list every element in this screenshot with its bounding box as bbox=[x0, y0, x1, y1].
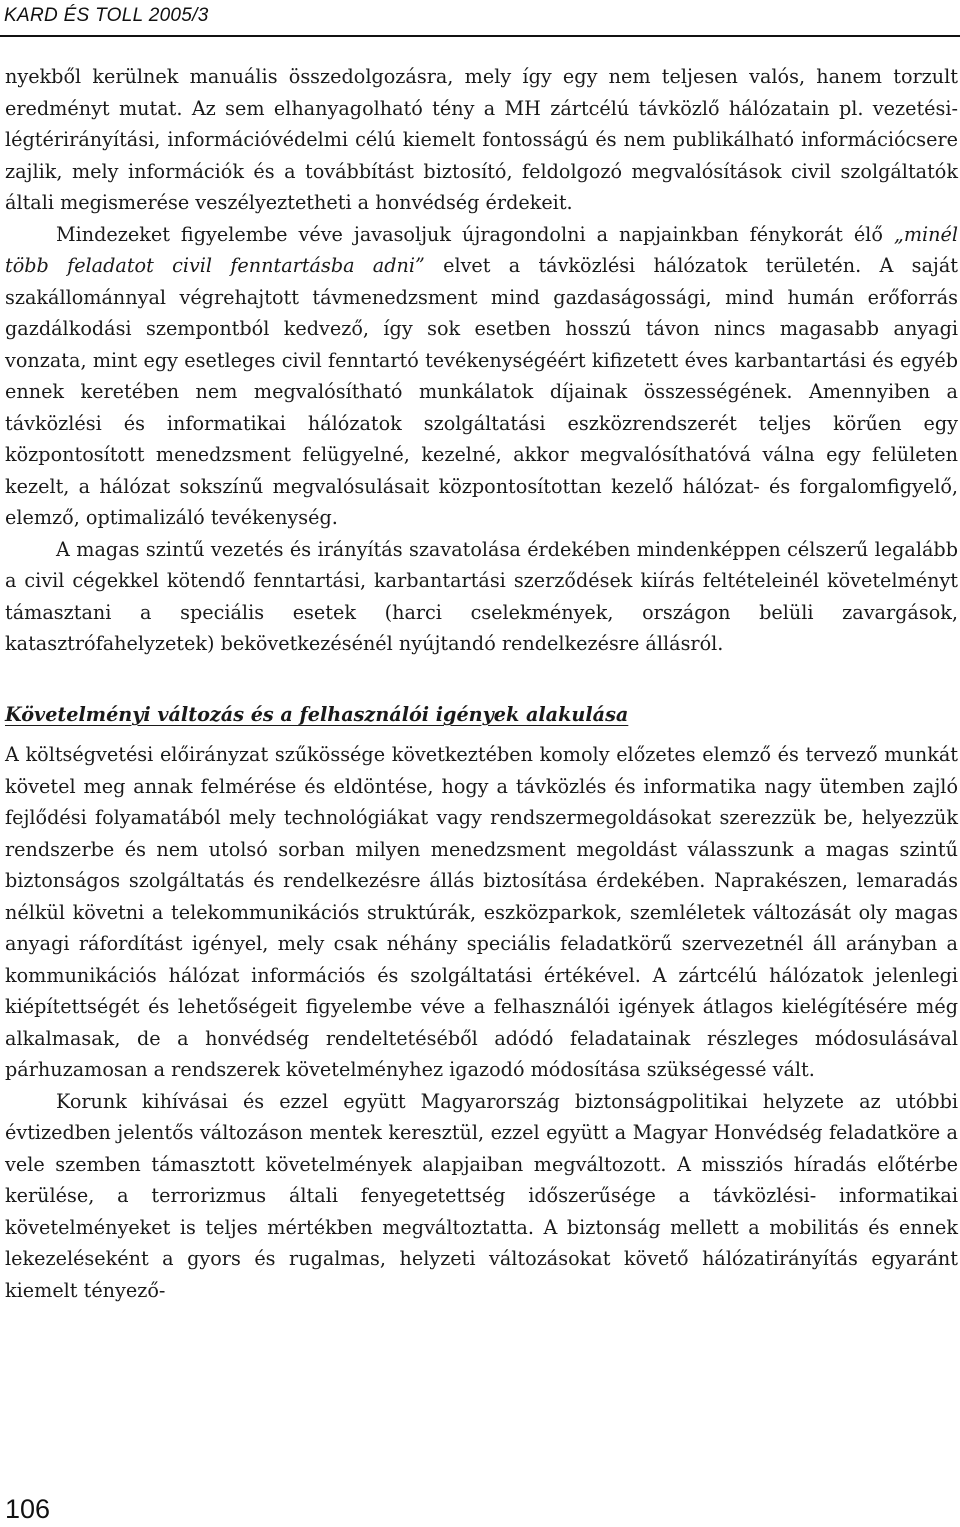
paragraph-with-quote bbox=[5, 219, 958, 534]
journal-title: KARD ÉS TOLL 2005/3 bbox=[4, 5, 209, 26]
paragraph: A magas szintű vezetés és irányítás szavatolása érdekében mindenképpen célszerű legalább a civil cégekkel kötendő fenntartási, karbantartási szerződések kiírás feltételeinél követelményt támasztani a speciális esetek (harci cselekmények, országon belüli zavargások, katasztrófahelyzetek) bekövetkezésénél nyújtandó rendelkezésre állásról. bbox=[5, 537, 958, 655]
paragraph-continued: nyekből kerülnek manuális összedolgozásra, mely így egy nem teljesen valós, hanem torzult eredményt mutat. Az sem elhanyagolható tény a MH zártcélú távközlő hálózatain pl. vezetési- légtérirányítási, információvédelmi célú kiemelt fontosságú és nem publikálható információcsere zajlik, mely információk és a továbbítást biztosító, feldolgozó megvalósítások civil szolgáltatók általi megismerése veszélyeztetheti a honvédség érdekeit. bbox=[5, 65, 958, 214]
section-paragraph: Korunk kihívásai és ezzel együtt Magyarország biztonságpolitikai helyzete az utóbbi évtizedben jelentős változáson mentek keresztül, ezzel együtt a Magyar Honvédség feladatköre a vele szemben támasztott követelmények alapjaiban megváltozott. A missziós híradás előtérbe kerülése, a terrorizmus általi fenyegetettség időszerűsége a távközlési- informatikai követelményeket is teljes mértékben megváltoztatta. A biztonság mellett a mobilitás és ennek lekezeléseként a gyors és rugalmas, helyzeti változásokat követő hálózatirányítás egyaránt kiemelt tényező- bbox=[5, 1089, 958, 1302]
page-number: 106 bbox=[5, 1494, 51, 1524]
running-header bbox=[0, 0, 960, 40]
paragraph-text: elvet a távközlési hálózatok területén. A saját szakállománnyal végrehajtott távmenedzsment mind gazdaságossági, mind humán erőforrás gazdálkodási szempontból kedvező, így sok esetben hosszú távon nincs magasabb anyagi vonzata, mint egy esetleges civil fenntartó tevékenységéért kifizetett éves karbantartási és egyéb ennek keretében nem megvalósítható munkálatok díjainak összességének. Amennyiben a távközlési és informatikai hálózatok szolgáltatási eszközrendszerét teljes körűen egy központosított menedzsment felügyelné, kezelné, akkor megvalósíthatóvá válna egy felületen kezelt, a hálózat sokszínű megvalósulásait központosítottan kezelő hálózat- és forgalomfigyelő, elemző, optimalizáló tevékenység. bbox=[5, 254, 958, 529]
header-rule bbox=[0, 35, 960, 37]
quoted-principle: „minél több feladatot civil fenntartásba adni” bbox=[5, 222, 958, 277]
article-body bbox=[5, 61, 958, 1306]
section-paragraph: A költségvetési előirányzat szűkössége következtében komoly előzetes elemző és tervező munkát követel meg annak felmérése és eldöntése, hogy a távközlés és informatika nagy ütemben zajló fejlődési folyamatából mely technológiákat vagy rendszermegoldásokat szerezzük be, helyezzük rendszerbe és nem utolsó sorban milyen menedzsment megoldást válasszunk a magas szintű biztonságos szolgáltatás és rendelkezésre állás biztosítása érdekében. Naprakészen, lemaradás nélkül követni a telekommunikációs struktúrák, eszközparkok, szemléletek változását oly magas anyagi ráfordítást igényel, mely csak néhány speciális feladatkörű szervezetnél áll arányban a kommunikációs hálózat információs és szolgáltatási értékével. A zártcélú hálózatok jelenlegi kiépítettségét és lehetőségeit figyelembe véve a felhasználói igények átlagos kielégítésére még alkalmasak, de a honvédség rendeltetéséből adódó feladatainak részleges módosulásával párhuzamosan a rendszerek követelményhez igazodó módosítása szükségessé vált. bbox=[5, 743, 958, 1081]
paragraph-text: Mindezeket figyelembe véve javasoljuk újragondolni a napjainkban fénykorát élő bbox=[56, 222, 894, 246]
section-heading: Követelményi változás és a felhasználói igények alakulása bbox=[5, 702, 629, 726]
